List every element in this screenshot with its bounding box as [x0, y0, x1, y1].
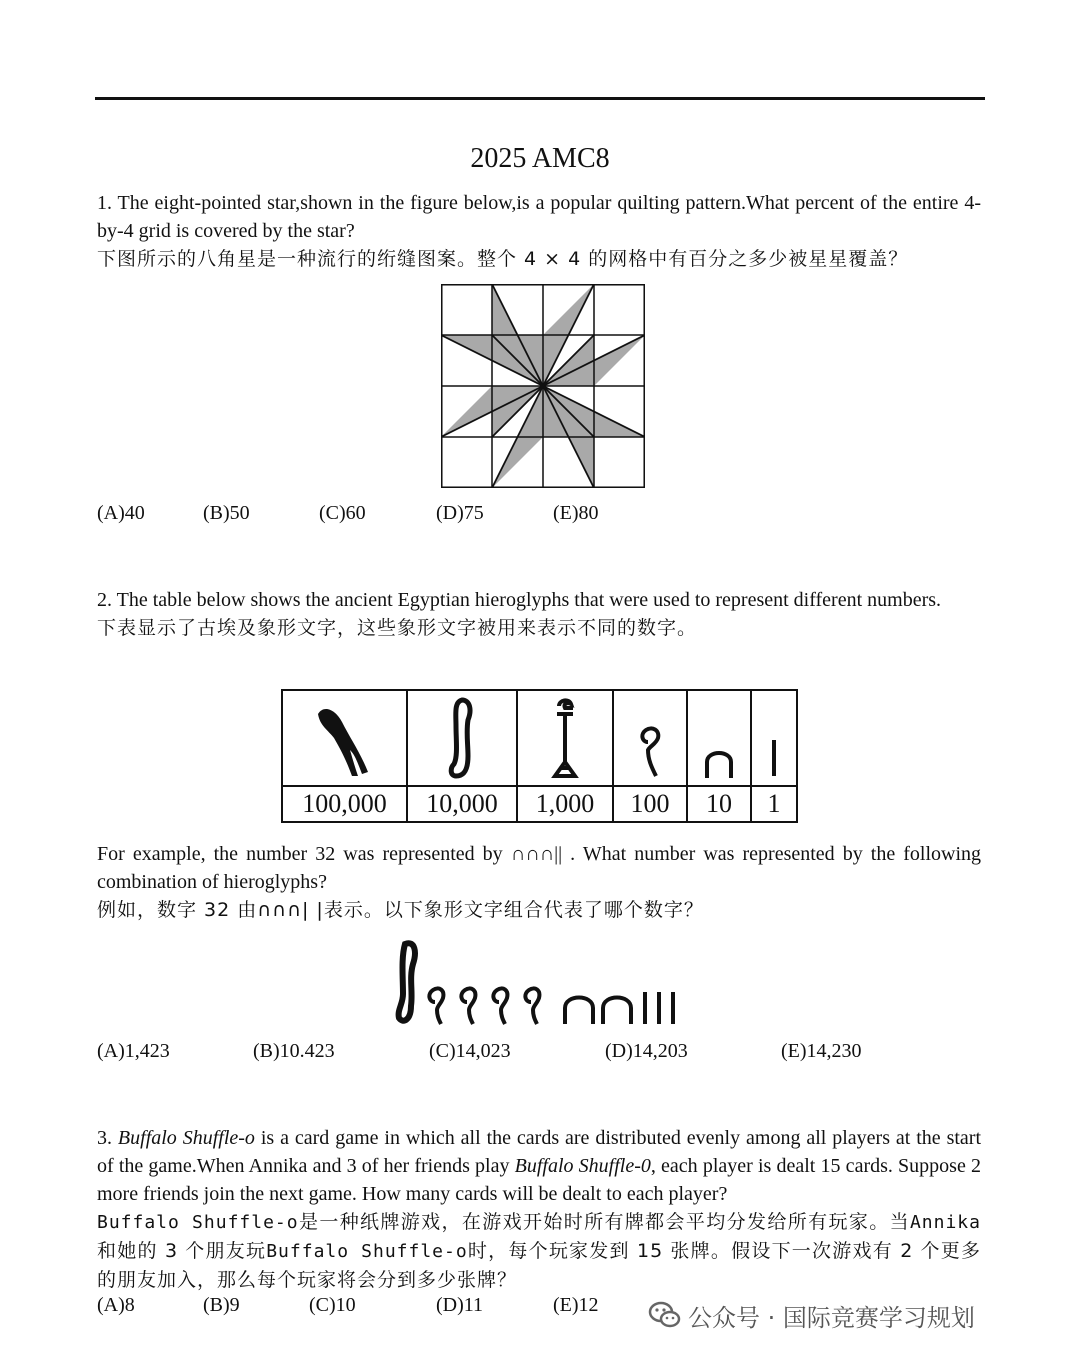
choice-c[interactable]: (C)60: [319, 502, 366, 524]
finger-hieroglyph-icon: [407, 690, 517, 786]
question-2-example-en: For example, the number 32 was represented by ∩∩∩|| . What number was represented by the following combination of hieroglyphs?: [97, 843, 982, 893]
hieroglyph-table: [281, 689, 798, 823]
stroke-hieroglyph-icon: [751, 690, 797, 786]
finger-glyph: [399, 943, 415, 1020]
hieroglyph-combination-figure: [395, 938, 690, 1028]
example-glyphs: ∩∩∩||: [510, 843, 563, 865]
choice-a[interactable]: (A)8: [97, 1294, 135, 1316]
question-3-text-en: 3. Buffalo Shuffle-o is a card game in which all the cards are distributed evenly among all players at the start of the game.When Annika and 3 of her friends play Buffalo Shuffle-0, each player is dealt 15 cards. Suppose 2 more friends join the next game. How many cards will be dealt to each player?: [97, 1127, 982, 1205]
question-1-text-en: 1. The eight-pointed star,shown in the figure below,is a popular quilting pattern.What percent of the entire 4-by-4 grid is covered by the star?: [97, 192, 981, 242]
value-cell-100: 100: [613, 786, 687, 822]
question-3: [97, 1124, 981, 1294]
question-2: [97, 586, 981, 642]
choice-b[interactable]: (B)9: [203, 1294, 240, 1316]
question-2-text-en: 2. The table below shows the ancient Egyptian hieroglyphs that were used to represent different numbers.: [97, 589, 942, 611]
coil-glyph-2: [461, 988, 475, 1024]
choice-d[interactable]: (D)14,203: [605, 1040, 688, 1062]
tadpole-hieroglyph-icon: [282, 690, 407, 786]
coil-glyph-1: [429, 988, 443, 1024]
value-cell-1: 1: [751, 786, 797, 822]
lotus-hieroglyph-icon: [517, 690, 613, 786]
example-glyphs-zh: ∩∩∩| |: [257, 899, 324, 921]
page-title: 2025 AMC8: [470, 143, 610, 174]
question-3-text-zh: Buffalo Shuffle-o是一种纸牌游戏，在游戏开始时所有牌都会平均分发给所有玩家。当Annika和她的 3 个朋友玩Buffalo Shuffle-o时，每个玩家发到 15 张牌。假设下一次游戏有 2 个更多的朋友加入，那么每个玩家将会分到多少张牌？: [97, 1211, 982, 1291]
value-cell-100000: 100,000: [282, 786, 407, 822]
question-2-text-zh: 下表显示了古埃及象形文字，这些象形文字被用来表示不同的数字。: [97, 617, 698, 639]
heel-glyph-2: [603, 998, 631, 1025]
value-cell-10000: 10,000: [407, 786, 517, 822]
coil-hieroglyph-icon: [613, 690, 687, 786]
star-quilt-figure: [441, 284, 645, 488]
value-cell-1000: 1,000: [517, 786, 613, 822]
choice-c[interactable]: (C)14,023: [429, 1040, 511, 1062]
heel-bone-hieroglyph-icon: [687, 690, 751, 786]
question-2-example-zh: 例如，数字 32 由∩∩∩| |表示。以下象形文字组合代表了哪个数字？: [97, 899, 704, 921]
choice-b[interactable]: (B)10.423: [253, 1040, 335, 1062]
question-1-text-zh: 下图所示的八角星是一种流行的绗缝图案。整个 4 × 4 的网格中有百分之多少被星星覆盖？: [97, 248, 909, 270]
choice-e[interactable]: (E)14,230: [781, 1040, 862, 1062]
choice-e[interactable]: (E)80: [553, 502, 599, 524]
heel-glyph-1: [565, 998, 593, 1025]
question-1: [97, 189, 981, 273]
coil-glyph-4: [525, 988, 539, 1024]
choice-a[interactable]: (A)40: [97, 502, 145, 524]
choice-b[interactable]: (B)50: [203, 502, 250, 524]
choice-d[interactable]: (D)75: [436, 502, 484, 524]
choice-a[interactable]: (A)1,423: [97, 1040, 170, 1062]
coil-glyph-3: [493, 988, 507, 1024]
wechat-icon: [648, 1300, 682, 1330]
choice-d[interactable]: (D)11: [436, 1294, 484, 1316]
choice-e[interactable]: (E)12: [553, 1294, 599, 1316]
top-rule: [95, 97, 985, 100]
question-2-example: [97, 840, 981, 924]
watermark-text: 公众号 · 国际竞赛学习规划: [688, 1304, 975, 1332]
value-cell-10: 10: [687, 786, 751, 822]
choice-c[interactable]: (C)10: [309, 1294, 356, 1316]
